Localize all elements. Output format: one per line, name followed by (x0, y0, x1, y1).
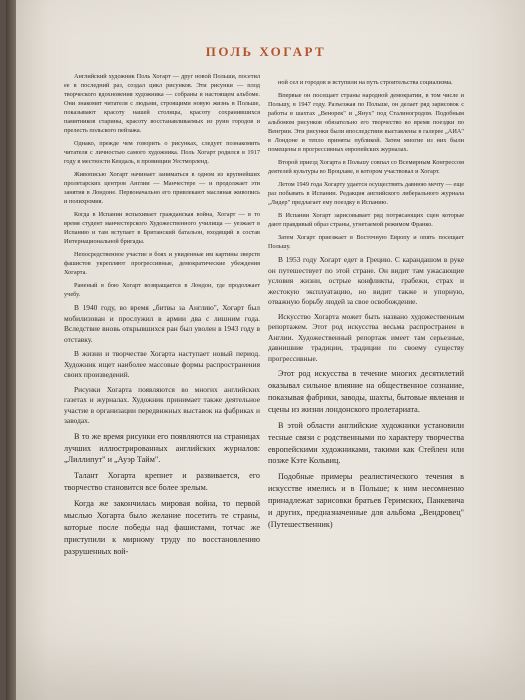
paragraph: В Испании Хогарт зарисовывает ряд потрясающих сцен которые дают правдивый образ страны, угнетаемой режимом Франко. (268, 212, 464, 228)
paragraph: Подобные примеры реалистического течения в искусстве имелись и в Польше; к ним несомненно принадлежат зарисовки братьев Геримских, Панкевича и других, предназначенные для альбома „Вендровец" (Путешественник) (268, 472, 464, 529)
left-text-column (64, 72, 260, 562)
page-title: ПОЛЬ ХОГАРТ (205, 44, 327, 59)
right-text-column (268, 78, 464, 535)
paragraph: Живописью Хогарт начинает заниматься в одном из крупнейших пролетарских центров Англии — Манчестере — и продолжает эти занятия в Лондоне. Первоначально его привлекают масляная живопись и полихромия. (64, 171, 260, 205)
paragraph: Затем Хогарт приезжает в Восточную Европу и опять посещает Польшу. (268, 234, 464, 250)
paragraph: В жизни и творчестве Хогарта наступает новый период. Художник ищет наиболее массовые формы распространения своих произведений. (64, 349, 260, 380)
page-edge-shadow (6, 0, 16, 700)
paragraph: Когда же закончилась мировая война, то первой мыслью Хогарта было желание посетить те страны, которые после победы над фашистами, тотчас же приступили к мирному труду по восстановлению разрушенных вой- (64, 499, 260, 556)
paragraph: В то же время рисунки его появляются на страницах лучших иллюстрированных английских журналов: „Лиллипут" и „Ауэр Тайм". (64, 431, 260, 465)
paragraph: Второй приезд Хогарта в Польшу совпал со Всемирным Конгрессом деятелей культуры во Вроцлаве, в котором участвовал и Хогарт. (268, 159, 464, 175)
paragraph: В 1940 году, во время „битвы за Англию", Хогарт был мобилизован и прослужил в армии два с лишним года. Вследствие вновь открывшихся ран был уволен в 1943 году в отставку. (64, 303, 260, 344)
paragraph: Впервые он посещает страны народной демократии, в том числе и Польшу, в 1947 году. Разъезжая по Польше, он делает ряд зарисовок с работы в шахтах „Венорек" и „Янух" под Сталиногродом. Подобным альбомом рисунков обязательно его творчество во время поездки по Венгрии. Эти рисунки были впоследствии выставлены в галерее „АИА" в Лондоне и тепло приняты публикой. Затем многие из них были помещены в прогрессивных европейских журналах. (268, 92, 464, 153)
paragraph: Рисунки Хогарта появляются во многих английских газетах и журналах. Художник принимает также деятельное участие в организации передвижных выставок на фабриках и заводах. (64, 384, 260, 426)
paragraph: Однако, прежде чем говорить о рисунках, следует познакомить читателя с личностью самого художника. Поль Хогарт родился в 1917 году в местности Кендаль, в провинции Уестморленд. (64, 140, 260, 165)
paragraph: Этот род искусства в течение многих десятилетий оказывал сильное влияние на общественное сознание, показывая фабрики, заводы, шахты, бытовые явления и сцены из жизни лондонского пролетариата. (268, 369, 464, 414)
album-page (6, 0, 525, 700)
paragraph: Раненый в бою Хогарт возвращается в Лондон, где продолжает учебу. (64, 282, 260, 298)
paragraph: В 1953 году Хогарт едет в Грецию. С карандашом в руке он путешествует по этой стране. Он видит там ужасающие условия жизни, острые конфликты, грабежи, страх и жестокую эксплуатацию, но видит также и упорную, отважную борьбу людей за свое освобождение. (268, 255, 464, 307)
paragraph: ной сел и городов и вступили на путь строительства социализма. (278, 79, 453, 86)
paragraph: В этой области английские художники установили тесные связи с родственными по характеру творчества европейскими художниками, такими как Стейлен или позже Кэте Кольвиц. (268, 420, 464, 466)
paragraph: Искусство Хогарта может быть названо художественным репортажем. Этот род искусства весьма распространен в Англии. Художественный репортаж имеет там серьезные, давнишние традиции, традиции по своему существу прогрессивные. (268, 311, 464, 363)
paragraph: Летом 1949 года Хогарту удается осуществить давнюю мечту — еще раз побывать в Испании. Редакция английского либерального журнала „Лидер" предлагает ему поездку в Испанию. (268, 181, 464, 206)
paragraph: Талант Хогарта крепнет и развивается, его творчество становится все более зрелым. (64, 471, 260, 493)
paragraph: Непосредственное участие в боях и увиденные им картины зверств фашистов укрепляют прогрессивные, демократические убеждения Хогарта. (64, 251, 260, 276)
paragraph: Когда в Испании вспыхивает гражданская война, Хогарт — в то время студент манчестерского Художественного училища — уезжает в Испанию и там вступает в Британский батальон, входящий в состав Интернациональной бригады. (64, 211, 260, 245)
paragraph: Английский художник Поль Хогарт — друг новой Польши, посетил ее в последний раз, создал цикл рисунков. Эти рисунки — плод творческого вдохновения художника — собраны в настоящем альбоме. Они знакомят читателя с людьми, строящими новую жизнь в Польше, показывают красоту нашей столицы, красоту сохранившихся памятников старины, красоту восстанавливаемых из руин городов и прелесть польского пейзажа. (64, 73, 260, 134)
